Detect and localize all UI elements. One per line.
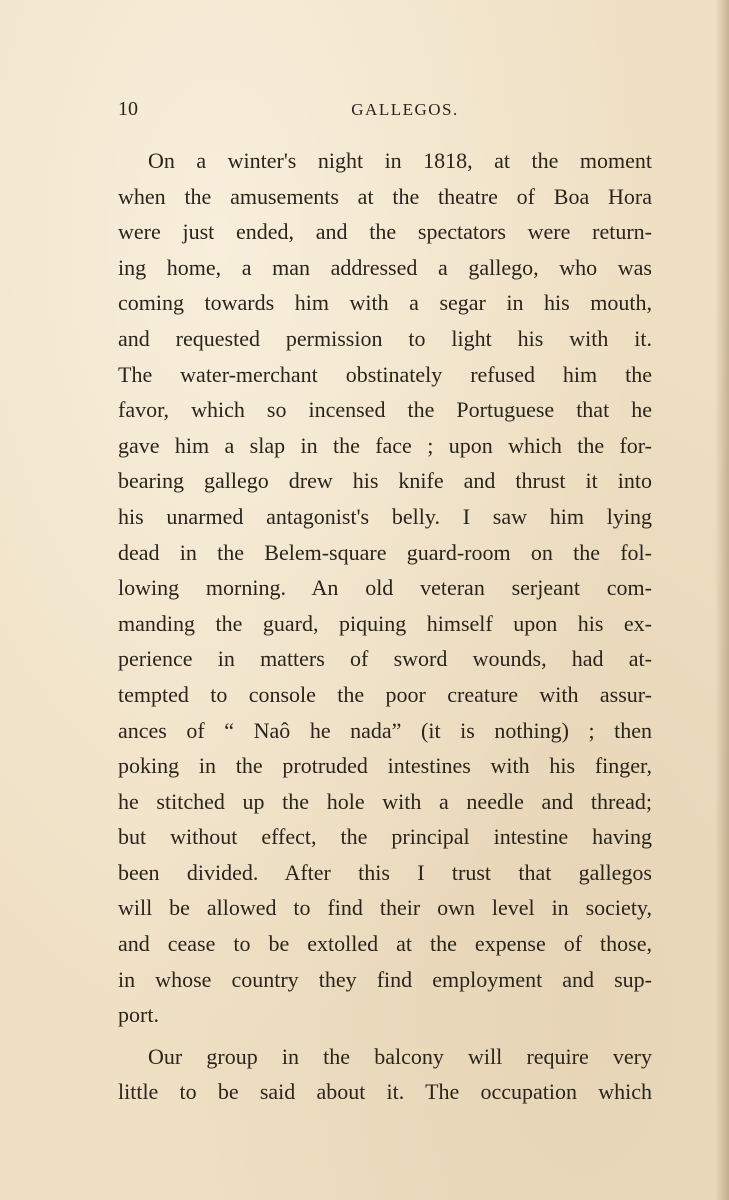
text-line: The water-merchant obstinately refused him the — [118, 361, 652, 387]
text-line: and requested permission to light his with it. — [118, 325, 652, 351]
body-text — [118, 143, 652, 1110]
text-line: he stitched up the hole with a needle and thread; — [118, 788, 652, 814]
text-line: favor, which so incensed the Portuguese that he — [118, 397, 652, 423]
text-line: lowing morning. An old veteran serjeant com- — [118, 575, 652, 601]
page-header — [118, 98, 652, 128]
text-line: bearing gallego drew his knife and thrust it into — [118, 468, 652, 494]
text-line: in whose country they find employment and sup- — [118, 966, 652, 992]
text-line: poking in the protruded intestines with his finger, — [118, 753, 652, 779]
text-line: On a winter's night in 1818, at the moment — [148, 148, 652, 173]
text-line: ances of “ Naô he nada” (it is nothing) ; then — [118, 717, 652, 743]
text-line: manding the guard, piquing himself upon his ex- — [118, 610, 652, 636]
text-line: were just ended, and the spectators were return- — [118, 219, 652, 245]
text-line: Our group in the balcony will require very — [148, 1043, 652, 1069]
text-line: port. — [118, 1002, 159, 1028]
text-line: ing home, a man addressed a gallego, who was — [118, 254, 652, 280]
page-number: 10 — [118, 98, 138, 120]
text-line: tempted to console the poor creature with assur- — [118, 681, 652, 707]
running-head: GALLEGOS. — [351, 100, 459, 119]
text-line: will be allowed to find their own level in society, — [118, 895, 652, 921]
text-line: coming towards him with a segar in his mouth, — [118, 290, 652, 316]
text-line: his unarmed antagonist's belly. I saw him lying — [118, 503, 652, 529]
text-line: and cease to be extolled at the expense of those, — [118, 931, 652, 957]
text-line: when the amusements at the theatre of Boa Hora — [118, 183, 652, 209]
page-edge-shadow — [715, 0, 729, 1200]
text-line: but without effect, the principal intestine having — [118, 824, 652, 850]
text-line: dead in the Belem-square guard-room on the fol- — [118, 539, 652, 565]
text-line: little to be said about it. The occupation which — [118, 1079, 652, 1105]
text-line: gave him a slap in the face ; upon which the for- — [118, 432, 652, 458]
text-line: been divided. After this I trust that gallegos — [118, 859, 652, 885]
text-line: perience in matters of sword wounds, had at- — [118, 646, 652, 672]
